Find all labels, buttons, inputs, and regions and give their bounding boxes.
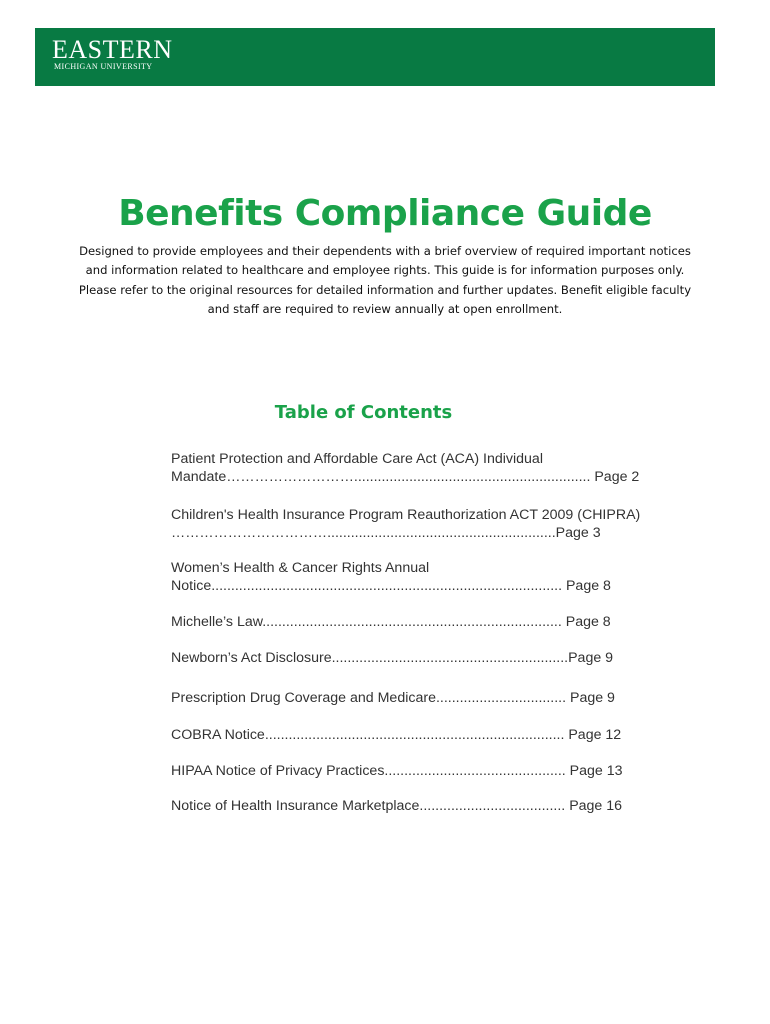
intro-line: Designed to provide employees and their dependents with a brief overview of required important notices [79, 244, 691, 258]
toc-entry-hipaa[interactable] [171, 762, 623, 780]
toc-entry-chipra[interactable] [171, 506, 640, 542]
toc-entry-line: Notice......................................................................................... Page 8 [171, 578, 611, 594]
toc-entry-womens-health[interactable] [171, 559, 611, 595]
intro-line: Please refer to the original resources for detailed information and further updates. Benefit eligible faculty [78, 282, 692, 297]
toc-heading: Table of Contents [274, 402, 453, 423]
toc-entry-line: COBRA Notice............................................................................ Page 12 [171, 727, 622, 743]
toc-entry-prescription-drug[interactable] [171, 689, 615, 707]
logo-subtitle: MICHIGAN UNIVERSITY [54, 62, 153, 71]
intro-line: and information related to healthcare and employee rights. This guide is for information purposes only. [85, 263, 685, 278]
toc-entry-line: Prescription Drug Coverage and Medicare................................. Page 9 [171, 690, 615, 706]
header-banner [35, 28, 715, 86]
toc-entry-marketplace[interactable] [171, 797, 622, 815]
toc-entry-line: Michelle’s Law............................................................................ Page 8 [171, 614, 611, 630]
logo-wordmark: EASTERN [52, 35, 173, 64]
toc-entry-line: ……………………………..........................................................Page 3 [171, 525, 601, 541]
toc-entry-michelles-law[interactable] [171, 613, 611, 631]
intro-line: and staff are required to review annually at open enrollment. [207, 301, 563, 316]
intro-paragraph [30, 242, 740, 319]
toc-entry-line: HIPAA Notice of Privacy Practices.............................................. Page 13 [171, 763, 623, 779]
toc-entry-line: Newborn’s Act Disclosure............................................................Page 9 [171, 650, 614, 666]
toc-entry-cobra[interactable] [171, 726, 621, 744]
university-logo [52, 35, 173, 72]
toc-entry-newborns-act[interactable] [171, 649, 613, 667]
toc-entry-aca[interactable] [171, 450, 639, 486]
toc-entry-line: Women’s Health & Cancer Rights Annual [171, 560, 430, 576]
page-title: Benefits Compliance Guide [118, 193, 652, 234]
toc-entry-line: Patient Protection and Affordable Care Act (ACA) Individual [171, 451, 543, 467]
toc-entry-line: Mandate………………………............................................................ Page 2 [171, 469, 640, 485]
toc-entry-line: Children's Health Insurance Program Reauthorization ACT 2009 (CHIPRA) [171, 507, 641, 523]
toc-entry-line: Notice of Health Insurance Marketplace..................................... Page 16 [171, 798, 623, 814]
